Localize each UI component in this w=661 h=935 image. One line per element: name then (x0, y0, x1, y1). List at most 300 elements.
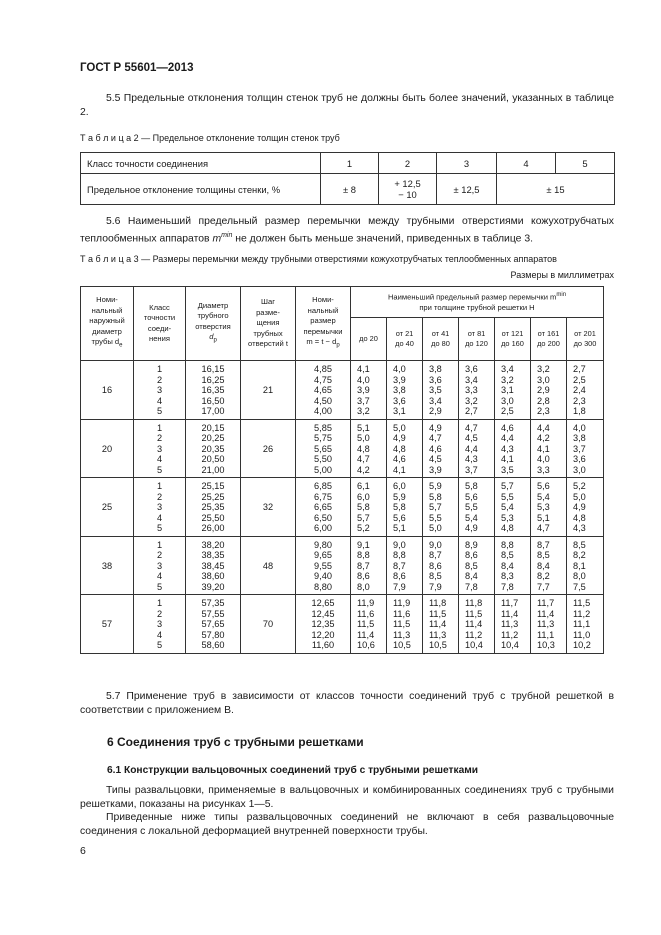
table-cell (531, 595, 567, 654)
cell-value: 3,8 (429, 364, 442, 374)
cell-value: 4 (156, 395, 163, 406)
cell-value: 11,4 (357, 629, 375, 640)
cell-value: 8,7 (357, 560, 370, 571)
cell-value: 8,8 (357, 550, 370, 560)
cell-value: 57,35 (201, 598, 225, 608)
cell-value: 3,9 (357, 385, 370, 395)
cell-value: 4,0 (573, 422, 586, 433)
cell-value: 5,4 (537, 491, 550, 502)
cell-value: 3,6 (393, 395, 406, 406)
subheader-thickness-range (423, 318, 459, 361)
cell-value: 3,2 (357, 406, 370, 416)
cell-value: 3,0 (573, 464, 586, 475)
cell-value: 2,8 (537, 395, 550, 406)
cell-value: 4,75 (314, 374, 332, 385)
cell-value: 4 (156, 454, 163, 464)
table-cell: 2 (379, 153, 437, 174)
cell-value: 5,3 (537, 502, 550, 512)
cell-value: 16,25 (201, 374, 225, 385)
cell-value: 16,50 (201, 395, 225, 406)
table-cell (459, 595, 495, 654)
cell-value: 3,6 (429, 374, 442, 385)
cell-value: 5,8 (465, 481, 478, 491)
cell-value: 20,35 (201, 443, 225, 454)
cell-value: 4,1 (393, 464, 406, 475)
table-cell (387, 536, 423, 595)
subheader-thickness-range (531, 318, 567, 361)
table-cell (296, 478, 351, 537)
cell-value: 3,0 (501, 395, 514, 406)
cell-value: 38,45 (201, 560, 225, 571)
table-cell: 57 (81, 595, 134, 654)
header-line: щения (256, 318, 280, 328)
cell-value: 25,50 (201, 512, 225, 523)
cell-value: 8,1 (573, 560, 586, 571)
cell-value: 5,75 (314, 433, 332, 443)
header-line (186, 332, 240, 346)
header-line: до 120 (465, 339, 488, 348)
cell-value: 8,5 (501, 550, 514, 560)
cell-value: 5,1 (357, 422, 370, 433)
cell-value: 12,20 (311, 629, 335, 640)
cell-value: 25,25 (201, 491, 225, 502)
table-cell (459, 419, 495, 478)
symbol-m: m (212, 232, 222, 244)
header-subscript: p (336, 343, 340, 349)
cell-value: 8,3 (501, 571, 514, 581)
cell-value: 3,2 (465, 395, 478, 406)
cell-value: 8,0 (357, 581, 370, 592)
cell-value: 7,9 (429, 581, 442, 592)
table-3-caption: Т а б л и ц а 3 — Размеры перемычки между трубными отверстиями кожухотрубчатых теплообменных аппаратов (80, 254, 557, 264)
cell-value: 11,0 (573, 629, 591, 640)
cell-value: 2,7 (465, 406, 478, 416)
cell-value: 6,00 (314, 523, 332, 533)
header-text: трубы d (91, 337, 120, 347)
table-cell (531, 536, 567, 595)
cell-value: 3,3 (537, 464, 550, 475)
header-line: до 40 (395, 339, 414, 348)
cell-value: 7,9 (393, 581, 406, 592)
table-cell (296, 536, 351, 595)
cell-value: 26,00 (201, 523, 225, 533)
table-cell (134, 478, 186, 537)
cell-value: 1,8 (573, 406, 586, 416)
cell-value: 5,7 (429, 502, 442, 512)
header-line: нальный (91, 305, 123, 315)
paragraph-6-1-b: Приведенные ниже типы развальцовочных соединений не включают в себя развальцовочные соединения с локальной деформацией внутренней поверхности трубы. (80, 812, 614, 837)
header-line: трубного (197, 311, 229, 321)
cell-value: 11,1 (537, 629, 555, 640)
cell-value: 8,7 (429, 550, 442, 560)
cell-value: 2,7 (573, 364, 586, 374)
table-cell: 48 (241, 536, 296, 595)
cell-value: 2 (156, 491, 163, 502)
cell-value: 8,4 (465, 571, 478, 581)
cell-value: 20,25 (201, 433, 225, 443)
table-row (81, 174, 615, 205)
table-row (81, 361, 604, 420)
header-line: отверстия (195, 321, 231, 331)
cell-value: 8,2 (573, 550, 586, 560)
cell-value: 4,9 (429, 422, 442, 433)
cell-value: 3,8 (573, 433, 586, 443)
table-cell (567, 419, 604, 478)
cell-value: 4,1 (357, 364, 370, 374)
cell-value: 9,55 (314, 560, 332, 571)
cell-value: 2,3 (573, 395, 586, 406)
cell-value: 3,9 (429, 464, 442, 475)
cell-value: 4,0 (537, 454, 550, 464)
table-row (81, 595, 604, 654)
cell-value: 1 (156, 481, 163, 491)
table-cell (495, 536, 531, 595)
cell-value: 4,4 (465, 443, 478, 454)
table-cell (567, 478, 604, 537)
header-line: от 81 (467, 329, 486, 338)
table-cell (134, 419, 186, 478)
cell-value: 11,3 (537, 619, 555, 629)
cell-value: 25,35 (201, 502, 225, 512)
cell-value: 4,0 (357, 374, 370, 385)
cell-value: 3 (156, 619, 163, 629)
cell-value: 5,00 (314, 464, 332, 475)
cell-value: 11,4 (465, 619, 483, 629)
cell-value: 3,1 (393, 406, 406, 416)
header-accuracy-class (134, 287, 186, 361)
table-cell (495, 419, 531, 478)
cell-value: 4,8 (393, 443, 406, 454)
header-pitch (241, 287, 296, 361)
cell-value: 5,2 (573, 481, 586, 491)
cell-value: 9,40 (314, 571, 332, 581)
table-cell (351, 536, 387, 595)
table-cell (567, 536, 604, 595)
header-line: разме- (256, 307, 280, 317)
cell-value: 38,60 (201, 571, 225, 581)
cell-value: 8,8 (501, 539, 514, 550)
superscript-min: min (221, 231, 233, 239)
cell-value: 11,9 (357, 598, 375, 608)
header-text: m = t − d (306, 337, 337, 347)
cell-value: 3,2 (537, 364, 550, 374)
cell-value: 4,6 (501, 422, 514, 433)
cell-value: 4,6 (393, 454, 406, 464)
cell-value: 11,5 (429, 608, 447, 619)
cell-value: 5,9 (429, 481, 442, 491)
cell-value: 11,5 (393, 619, 411, 629)
cell-value: 20,15 (201, 422, 225, 433)
cell-value: 20,50 (201, 454, 225, 464)
cell-value: 5,7 (357, 512, 370, 523)
cell-value: 3,4 (429, 395, 442, 406)
table-cell: 1 (321, 153, 379, 174)
cell-value: 11,4 (501, 608, 519, 619)
cell-value: 5,6 (537, 481, 550, 491)
cell-value: 6,75 (314, 491, 332, 502)
cell-value: 7,8 (501, 581, 514, 592)
cell-value: 5,85 (314, 422, 332, 433)
cell-value: 3,5 (429, 385, 442, 395)
cell-value: 4,7 (429, 433, 442, 443)
header-line: до 200 (537, 339, 560, 348)
cell-value: 10,2 (573, 640, 591, 650)
cell-value: 3,6 (573, 454, 586, 464)
text-fragment: не должен быть меньше значений, приведенных в таблице 3. (232, 232, 533, 244)
table-cell (423, 478, 459, 537)
table-cell (134, 361, 186, 420)
table-cell (459, 478, 495, 537)
header-line: от 41 (431, 329, 450, 338)
header-text: d (209, 332, 214, 342)
cell-value: 39,20 (201, 581, 225, 592)
header-line: точности (143, 313, 176, 322)
header-line (296, 337, 350, 351)
cell-value: 3,7 (573, 443, 586, 454)
table-cell: 20 (81, 419, 134, 478)
header-line: Шаг (261, 297, 275, 307)
cell-value: 2 (156, 374, 163, 385)
cell-value: 6,85 (314, 481, 332, 491)
table-cell: 16 (81, 361, 134, 420)
cell-value: 9,0 (429, 539, 442, 550)
cell-value: 8,5 (573, 539, 586, 550)
cell-value: 11,1 (573, 619, 591, 629)
subheader-thickness-range (459, 318, 495, 361)
header-min-bridge (351, 287, 604, 318)
cell-value: 5,6 (393, 512, 406, 523)
table-cell (351, 595, 387, 654)
header-line: перемычки (303, 326, 343, 336)
header-nominal-bridge (296, 287, 351, 361)
cell-value: 5,0 (393, 422, 406, 433)
cell-value: 16,35 (201, 385, 225, 395)
cell-value: 3 (156, 385, 163, 395)
cell-value: 58,60 (201, 640, 225, 650)
cell-value: 8,5 (429, 571, 442, 581)
cell-value: 8,6 (429, 560, 442, 571)
cell-value: 57,80 (201, 629, 225, 640)
table-cell (423, 419, 459, 478)
cell-value: 4,9 (573, 502, 586, 512)
cell-value: 3,0 (537, 374, 550, 385)
header-line: Номи- (312, 295, 334, 305)
header-line: до 20 (359, 334, 378, 343)
cell-value: 4,6 (429, 443, 442, 454)
table-cell (567, 595, 604, 654)
cell-value: 4,3 (465, 454, 478, 464)
table-cell (186, 536, 241, 595)
table-cell: Предельное отклонение толщины стенки, % (81, 174, 321, 205)
subheader-thickness-range (387, 318, 423, 361)
cell-value: 5,1 (393, 523, 406, 533)
cell-value: 11,60 (311, 640, 335, 650)
cell-value: 4,8 (501, 523, 514, 533)
document-header: ГОСТ Р 55601—2013 (80, 62, 194, 74)
cell-value: 8,0 (573, 571, 586, 581)
cell-value: 5,8 (357, 502, 370, 512)
cell-value: 8,80 (314, 581, 332, 592)
cell-value: 4,50 (314, 395, 332, 406)
cell-value: 5,5 (501, 491, 514, 502)
cell-value: 1 (156, 364, 163, 374)
cell-value: 4,8 (573, 512, 586, 523)
table-3-units: Размеры в миллиметрах (510, 270, 614, 280)
table-cell (379, 174, 437, 205)
cell-value: 5 (156, 523, 163, 533)
cell-value: 57,55 (201, 608, 225, 619)
cell-value: 3,8 (393, 385, 406, 395)
cell-value: 10,5 (393, 640, 411, 650)
table-2 (80, 152, 615, 205)
cell-value: 5,2 (357, 523, 370, 533)
cell-value: 9,80 (314, 539, 332, 550)
table-cell (459, 361, 495, 420)
cell-value: 10,3 (537, 640, 555, 650)
table-row (81, 536, 604, 595)
header-line: от 21 (395, 329, 414, 338)
cell-value: 9,0 (393, 539, 406, 550)
cell-value: 4,4 (501, 433, 514, 443)
cell-value: 11,7 (501, 598, 519, 608)
header-line: нения (149, 334, 170, 343)
cell-value: 7,5 (573, 581, 586, 592)
cell-value: 8,6 (357, 571, 370, 581)
cell-value: 5,7 (501, 481, 514, 491)
cell-value: 4 (156, 571, 163, 581)
cell-value: 4,9 (465, 523, 478, 533)
header-superscript: min (556, 292, 567, 299)
table-cell (186, 419, 241, 478)
table-cell (134, 595, 186, 654)
table-cell (567, 361, 604, 420)
cell-value: 11,5 (357, 619, 375, 629)
cell-value: 3,9 (393, 374, 406, 385)
tolerance-minus: − 10 (398, 189, 417, 200)
cell-value: 8,8 (393, 550, 406, 560)
cell-value: 11,5 (465, 608, 483, 619)
table-cell: 70 (241, 595, 296, 654)
cell-value: 4,5 (429, 454, 442, 464)
cell-value: 10,6 (357, 640, 375, 650)
cell-value: 4,1 (501, 454, 514, 464)
cell-value: 8,5 (465, 560, 478, 571)
cell-value: 6,50 (314, 512, 332, 523)
cell-value: 3,6 (465, 364, 478, 374)
cell-value: 8,4 (537, 560, 550, 571)
header-line: при толщине трубной решетки H (419, 303, 535, 313)
cell-value: 11,4 (537, 608, 555, 619)
header-line: размер (310, 316, 336, 326)
cell-value: 12,65 (311, 598, 335, 608)
cell-value: 3,5 (501, 464, 514, 475)
table-cell (296, 419, 351, 478)
table-cell: ± 15 (497, 174, 615, 205)
header-line: Номи- (96, 295, 118, 305)
table-cell: Класс точности соединения (81, 153, 321, 174)
table-cell (531, 478, 567, 537)
cell-value: 5,1 (537, 512, 550, 523)
table-row (81, 478, 604, 537)
cell-value: 11,6 (393, 608, 411, 619)
cell-value: 1 (156, 539, 163, 550)
table-cell (186, 478, 241, 537)
table-cell: 25 (81, 478, 134, 537)
header-line: Класс (149, 302, 170, 312)
cell-value: 11,7 (537, 598, 555, 608)
header-line: нальный (307, 305, 339, 315)
table-row (81, 419, 604, 478)
cell-value: 6,1 (357, 481, 370, 491)
table-cell (459, 536, 495, 595)
cell-value: 8,6 (465, 550, 478, 560)
cell-value: 25,15 (201, 481, 225, 491)
cell-value: 3 (156, 560, 163, 571)
cell-value: 8,7 (537, 539, 550, 550)
header-line: трубных (253, 328, 283, 338)
cell-value: 10,4 (465, 640, 483, 650)
cell-value: 9,1 (357, 539, 370, 550)
header-subscript: р (213, 337, 217, 344)
header-nominal-diameter (81, 287, 134, 361)
tolerance-plus: + 12,5 (394, 178, 421, 189)
table-header-row (81, 287, 604, 318)
paragraph-6-1-a: Типы развальцовки, применяемые в вальцовочных и комбинированных соединениях труб с трубными решетками, показаны на рисунках 1—5. (80, 785, 614, 810)
table-cell (423, 595, 459, 654)
subheader-thickness-range (351, 318, 387, 361)
cell-value: 4,4 (537, 422, 550, 433)
cell-value: 4,00 (314, 406, 332, 416)
header-line: соеди- (147, 323, 172, 333)
cell-value: 21,00 (201, 464, 225, 475)
cell-value: 2 (156, 433, 163, 443)
cell-value: 2 (156, 608, 163, 619)
table-cell: 21 (241, 361, 296, 420)
cell-value: 11,8 (429, 598, 447, 608)
cell-value: 17,00 (201, 406, 225, 416)
table-cell (351, 419, 387, 478)
text-fragment: 5.6 Наименьший предельный размер перемычки между трубными отверстиями кожухотрубчатых теплообменных аппаратов (80, 216, 614, 244)
table-cell (423, 361, 459, 420)
paragraph-5-6 (80, 215, 614, 245)
table-cell (186, 595, 241, 654)
cell-value: 11,9 (393, 598, 411, 608)
cell-value: 9,65 (314, 550, 332, 560)
cell-value: 8,7 (393, 560, 406, 571)
table-cell: 32 (241, 478, 296, 537)
cell-value: 4,3 (501, 443, 514, 454)
table-cell: 5 (556, 153, 615, 174)
cell-value: 5 (156, 406, 163, 416)
cell-value: 4,7 (537, 523, 550, 533)
table-cell (186, 361, 241, 420)
header-line (351, 290, 603, 303)
cell-value: 4,2 (357, 464, 370, 475)
cell-value: 2,5 (573, 374, 586, 385)
cell-value: 7,7 (537, 581, 550, 592)
cell-value: 4,3 (573, 523, 586, 533)
table-cell (296, 361, 351, 420)
table-cell (387, 478, 423, 537)
cell-value: 4,5 (465, 433, 478, 443)
cell-value: 4,2 (537, 433, 550, 443)
cell-value: 10,5 (429, 640, 447, 650)
cell-value: 6,65 (314, 502, 332, 512)
cell-value: 11,3 (429, 629, 447, 640)
cell-value: 11,6 (357, 608, 375, 619)
cell-value: 3 (156, 502, 163, 512)
cell-value: 6,0 (357, 491, 370, 502)
